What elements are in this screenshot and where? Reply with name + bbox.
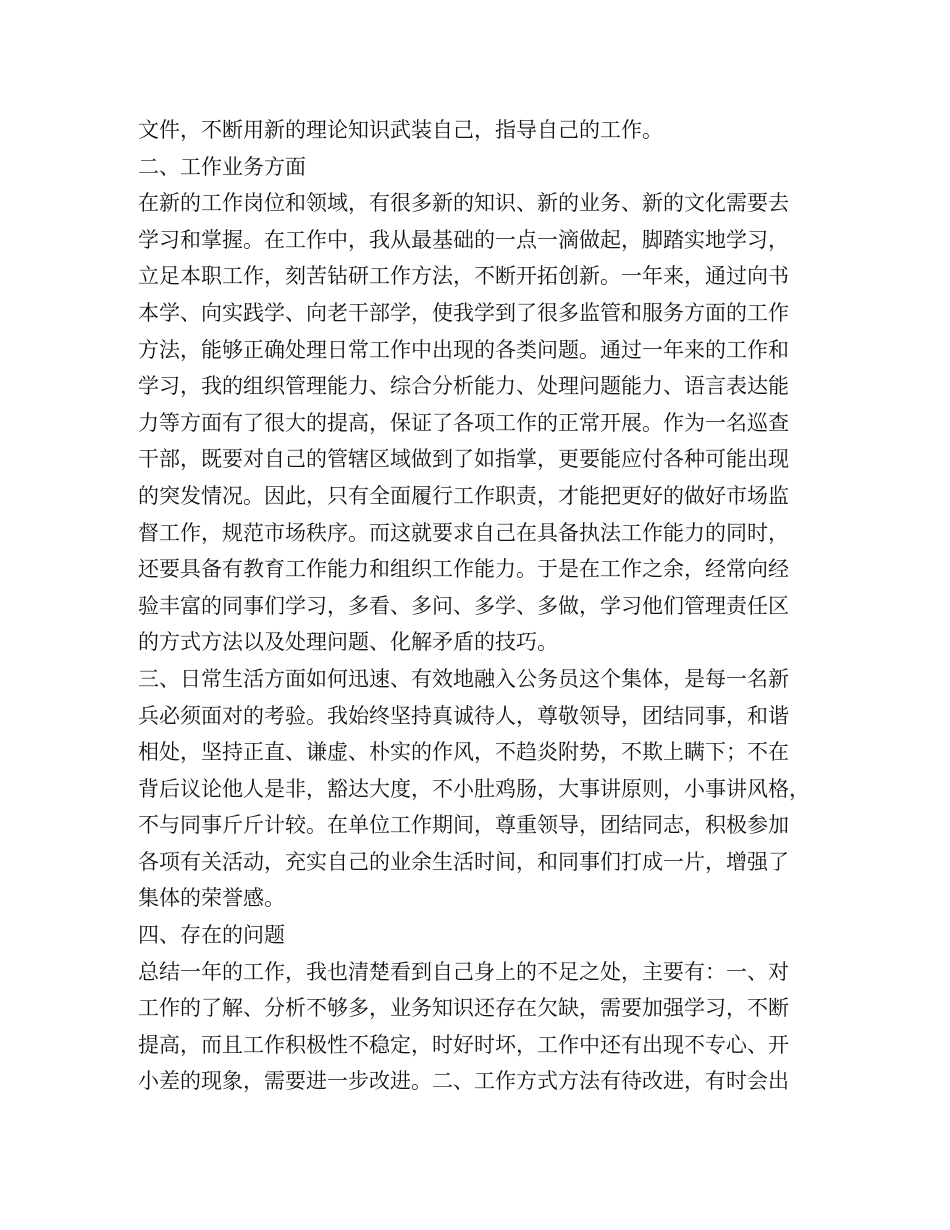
text-line: 小差的现象，需要进一步改进。二、工作方式方法有待改进，有时会出 (138, 1069, 789, 1094)
text-line: 在新的工作岗位和领域，有很多新的知识、新的业务、新的文化需要去 (138, 191, 789, 216)
text-line: 干部，既要对自己的管辖区域做到了如指掌，更要能应付各种可能出现 (138, 447, 789, 472)
text-line: 学习，我的组织管理能力、综合分析能力、处理问题能力、语言表达能 (138, 374, 789, 399)
text-line: 集体的荣誉感。 (138, 886, 285, 911)
text-line: 各项有关活动，充实自己的业余生活时间，和同事们打成一片，增强了 (138, 849, 789, 874)
text-line: 验丰富的同事们学习，多看、多问、多学、多做，学习他们管理责任区 (138, 593, 789, 618)
text-line: 背后议论他人是非，豁达大度，不小肚鸡肠，大事讲原则，小事讲风格， (138, 776, 810, 801)
text-line: 提高，而且工作积极性不稳定，时好时坏，工作中还有出现不专心、开 (138, 1032, 789, 1057)
text-line: 学习和掌握。在工作中，我从最基础的一点一滴做起，脚踏实地学习， (138, 227, 789, 252)
text-line: 兵必须面对的考验。我始终坚持真诚待人，尊敬领导，团结同事，和谐 (138, 703, 789, 728)
text-line: 方法，能够正确处理日常工作中出现的各类问题。通过一年来的工作和 (138, 337, 789, 362)
text-line: 督工作，规范市场秩序。而这就要求自己在具备执法工作能力的同时， (138, 520, 789, 545)
document-body (138, 112, 828, 1100)
section-heading-work: 二、工作业务方面 (138, 154, 306, 179)
text-line: 本学、向实践学、向老干部学，使我学到了很多监管和服务方面的工作 (138, 300, 789, 325)
text-line: 还要具备有教育工作能力和组织工作能力。于是在工作之余，经常向经 (138, 557, 789, 582)
section-heading-problems: 四、存在的问题 (138, 923, 285, 948)
text-line: 相处，坚持正直、谦虚、朴实的作风，不趋炎附势，不欺上瞒下；不在 (138, 740, 789, 765)
text-line: 的突发情况。因此，只有全面履行工作职责，才能把更好的做好市场监 (138, 483, 789, 508)
text-line: 立足本职工作，刻苦钻研工作方法，不断开拓创新。一年来，通过向书 (138, 264, 789, 289)
text-line: 力等方面有了很大的提高，保证了各项工作的正常开展。作为一名巡查 (138, 410, 789, 435)
text-line: 文件，不断用新的理论知识武装自己，指导自己的工作。 (138, 118, 663, 142)
text-line: 工作的了解、分析不够多，业务知识还存在欠缺，需要加强学习，不断 (138, 996, 789, 1021)
text-line: 不与同事斤斤计较。在单位工作期间，尊重领导，团结同志，积极参加 (138, 813, 789, 838)
text-line: 的方式方法以及处理问题、化解矛盾的技巧。 (138, 630, 558, 655)
text-line: 总结一年的工作，我也清楚看到自己身上的不足之处，主要有：一、对 (138, 959, 789, 984)
section-heading-life: 三、日常生活方面如何迅速、有效地融入公务员这个集体，是每一名新 (138, 666, 789, 691)
